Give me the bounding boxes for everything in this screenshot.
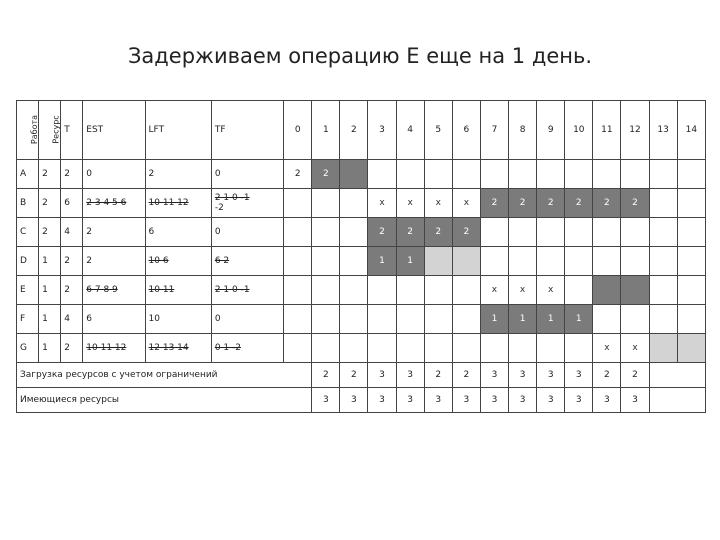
day-cell-7: 1 (480, 305, 508, 334)
day-cell-11 (593, 276, 621, 305)
est-value: 0 (86, 169, 93, 179)
available-resources-value: 3 (424, 388, 452, 413)
day-cell-6 (452, 276, 480, 305)
tf-value: 6 2 (214, 256, 230, 266)
day-header-9: 9 (537, 101, 565, 160)
lft-value: 10 11 (148, 285, 175, 295)
est-value: 2 3 4 5 6 (86, 198, 127, 208)
day-cell-6 (452, 305, 480, 334)
day-cell-10: 1 (565, 305, 593, 334)
table-row (17, 334, 706, 363)
day-cell-14 (677, 276, 705, 305)
available-resources-value: 3 (593, 388, 621, 413)
col-header-work: Работа (17, 101, 39, 160)
tf-cell (211, 305, 283, 334)
resource-load-value: 3 (565, 363, 593, 388)
lft-cell (145, 305, 211, 334)
resource-cell: 2 (39, 160, 61, 189)
tf-cell (211, 189, 283, 218)
day-cell-12: 2 (621, 189, 649, 218)
day-cell-14 (677, 189, 705, 218)
est-value: 2 (86, 256, 93, 266)
day-cell-2 (340, 276, 368, 305)
duration-cell: 4 (61, 218, 83, 247)
est-cell (83, 334, 145, 363)
resource-cell: 2 (39, 218, 61, 247)
available-resources-value: 3 (537, 388, 565, 413)
resource-load-value: 2 (340, 363, 368, 388)
day-cell-11 (593, 247, 621, 276)
day-cell-0 (284, 189, 312, 218)
lft-value: 6 (148, 227, 155, 237)
day-cell-13 (649, 305, 677, 334)
est-value: 6 (86, 314, 93, 324)
day-cell-2 (340, 305, 368, 334)
duration-cell: 6 (61, 189, 83, 218)
available-resources-value: 3 (509, 388, 537, 413)
day-header-8: 8 (509, 101, 537, 160)
resource-load-value: 3 (480, 363, 508, 388)
day-cell-2 (340, 247, 368, 276)
day-cell-4 (396, 276, 424, 305)
day-cell-4: 2 (396, 218, 424, 247)
day-header-4: 4 (396, 101, 424, 160)
day-cell-0 (284, 218, 312, 247)
resource-load-row (17, 363, 706, 388)
work-cell: E (17, 276, 39, 305)
day-cell-3 (368, 334, 396, 363)
tf-value-2: -2 (214, 203, 224, 213)
day-cell-12 (621, 160, 649, 189)
day-cell-6 (452, 247, 480, 276)
day-cell-2 (340, 218, 368, 247)
est-value: 10 11 12 (86, 343, 127, 353)
tf-value: 0 (214, 169, 221, 179)
col-header-t: T (61, 101, 83, 160)
resource-load-value: 3 (368, 363, 396, 388)
tf-value: 0 (214, 227, 221, 237)
day-cell-13 (649, 160, 677, 189)
day-cell-3: 2 (368, 218, 396, 247)
day-cell-12 (621, 247, 649, 276)
lft-cell (145, 160, 211, 189)
day-header-13: 13 (649, 101, 677, 160)
day-cell-10 (565, 247, 593, 276)
est-cell (83, 305, 145, 334)
day-cell-12 (621, 305, 649, 334)
lft-cell (145, 276, 211, 305)
day-cell-8: 2 (509, 189, 537, 218)
resource-cell: 1 (39, 305, 61, 334)
day-cell-2 (340, 189, 368, 218)
day-header-10: 10 (565, 101, 593, 160)
resource-load-filler (649, 363, 705, 388)
duration-cell: 4 (61, 305, 83, 334)
duration-cell: 2 (61, 334, 83, 363)
tf-value: 2 1 0 -1 (214, 285, 250, 295)
day-cell-11 (593, 305, 621, 334)
day-cell-9 (537, 160, 565, 189)
available-resources-value: 3 (621, 388, 649, 413)
resource-load-value: 3 (396, 363, 424, 388)
day-header-14: 14 (677, 101, 705, 160)
day-cell-3 (368, 160, 396, 189)
day-cell-11: 2 (593, 189, 621, 218)
resource-load-value: 2 (424, 363, 452, 388)
day-cell-1 (312, 218, 340, 247)
day-cell-7 (480, 334, 508, 363)
duration-cell: 2 (61, 247, 83, 276)
day-cell-5 (424, 247, 452, 276)
day-cell-0 (284, 276, 312, 305)
day-cell-13 (649, 334, 677, 363)
tf-value: 2 1 0 -1 (214, 193, 250, 203)
day-cell-0: 2 (284, 160, 312, 189)
day-cell-4 (396, 334, 424, 363)
table-row (17, 276, 706, 305)
available-resources-value: 3 (396, 388, 424, 413)
lft-value: 10 11 12 (148, 198, 189, 208)
day-cell-6: 2 (452, 218, 480, 247)
day-cell-9 (537, 218, 565, 247)
day-cell-9: 2 (537, 189, 565, 218)
tf-cell (211, 276, 283, 305)
work-cell: B (17, 189, 39, 218)
day-cell-7 (480, 218, 508, 247)
tf-cell (211, 218, 283, 247)
work-cell: A (17, 160, 39, 189)
day-cell-0 (284, 247, 312, 276)
day-cell-8 (509, 218, 537, 247)
resource-cell: 1 (39, 334, 61, 363)
est-cell (83, 247, 145, 276)
resource-load-value: 3 (509, 363, 537, 388)
duration-cell: 2 (61, 276, 83, 305)
day-cell-11: x (593, 334, 621, 363)
available-resources-value: 3 (565, 388, 593, 413)
day-cell-14 (677, 334, 705, 363)
available-resources-value: 3 (452, 388, 480, 413)
resource-load-label: Загрузка ресурсов с учетом ограничений (17, 363, 312, 388)
available-resources-label: Имеющиеся ресурсы (17, 388, 312, 413)
resource-load-value: 2 (621, 363, 649, 388)
col-header-est: EST (83, 101, 145, 160)
lft-cell (145, 189, 211, 218)
day-header-11: 11 (593, 101, 621, 160)
work-cell: F (17, 305, 39, 334)
est-cell (83, 276, 145, 305)
resource-cell: 2 (39, 189, 61, 218)
resource-cell: 1 (39, 247, 61, 276)
day-cell-7: x (480, 276, 508, 305)
day-cell-8: x (509, 276, 537, 305)
available-resources-value: 3 (368, 388, 396, 413)
day-header-2: 2 (340, 101, 368, 160)
day-cell-7 (480, 160, 508, 189)
day-cell-14 (677, 160, 705, 189)
day-cell-1: 2 (312, 160, 340, 189)
work-cell: G (17, 334, 39, 363)
est-value: 6 7 8 9 (86, 285, 118, 295)
day-cell-10 (565, 218, 593, 247)
day-cell-1 (312, 334, 340, 363)
day-cell-1 (312, 189, 340, 218)
tf-cell (211, 247, 283, 276)
available-resources-value: 3 (480, 388, 508, 413)
header-row (17, 101, 706, 160)
day-cell-5 (424, 276, 452, 305)
table-row (17, 247, 706, 276)
day-header-6: 6 (452, 101, 480, 160)
day-cell-2 (340, 334, 368, 363)
tf-cell (211, 160, 283, 189)
day-cell-2 (340, 160, 368, 189)
est-cell (83, 218, 145, 247)
day-cell-6 (452, 334, 480, 363)
day-cell-8: 1 (509, 305, 537, 334)
available-resources-value: 3 (312, 388, 340, 413)
day-cell-13 (649, 247, 677, 276)
day-cell-13 (649, 189, 677, 218)
day-header-0: 0 (284, 101, 312, 160)
day-cell-1 (312, 276, 340, 305)
day-cell-7 (480, 247, 508, 276)
day-header-3: 3 (368, 101, 396, 160)
lft-cell (145, 247, 211, 276)
resource-cell: 1 (39, 276, 61, 305)
available-resources-value: 3 (340, 388, 368, 413)
lft-value: 12 13 14 (148, 343, 189, 353)
col-header-resource: Ресурс (39, 101, 61, 160)
lft-value: 10 6 (148, 256, 169, 266)
day-cell-3 (368, 276, 396, 305)
available-resources-row (17, 388, 706, 413)
resource-load-value: 2 (593, 363, 621, 388)
day-cell-4: 1 (396, 247, 424, 276)
col-header-tf: TF (211, 101, 283, 160)
day-cell-5 (424, 305, 452, 334)
day-cell-5 (424, 160, 452, 189)
day-cell-4 (396, 160, 424, 189)
work-cell: C (17, 218, 39, 247)
day-cell-3: x (368, 189, 396, 218)
day-cell-10 (565, 276, 593, 305)
table-row (17, 218, 706, 247)
day-cell-4: x (396, 189, 424, 218)
tf-value: 0 1 -2 (214, 343, 241, 353)
day-cell-5 (424, 334, 452, 363)
day-cell-0 (284, 305, 312, 334)
day-cell-5: 2 (424, 218, 452, 247)
available-resources-filler (649, 388, 705, 413)
table-row (17, 189, 706, 218)
day-cell-14 (677, 305, 705, 334)
day-header-5: 5 (424, 101, 452, 160)
resource-load-value: 3 (537, 363, 565, 388)
day-cell-12: x (621, 334, 649, 363)
day-cell-8 (509, 334, 537, 363)
duration-cell: 2 (61, 160, 83, 189)
est-cell (83, 189, 145, 218)
day-cell-3: 1 (368, 247, 396, 276)
lft-cell (145, 334, 211, 363)
day-cell-1 (312, 247, 340, 276)
slide-title: Задерживаем операцию Е еще на 1 день. (127, 44, 593, 68)
table-row (17, 305, 706, 334)
tf-cell (211, 334, 283, 363)
day-cell-6 (452, 160, 480, 189)
day-cell-11 (593, 160, 621, 189)
day-cell-10 (565, 160, 593, 189)
day-cell-8 (509, 247, 537, 276)
day-cell-8 (509, 160, 537, 189)
day-header-1: 1 (312, 101, 340, 160)
day-cell-9 (537, 334, 565, 363)
table-row (17, 160, 706, 189)
day-cell-6: x (452, 189, 480, 218)
col-header-lft: LFT (145, 101, 211, 160)
day-cell-0 (284, 334, 312, 363)
day-cell-12 (621, 218, 649, 247)
day-header-12: 12 (621, 101, 649, 160)
day-cell-4 (396, 305, 424, 334)
est-cell (83, 160, 145, 189)
day-cell-14 (677, 247, 705, 276)
day-cell-3 (368, 305, 396, 334)
day-cell-9 (537, 247, 565, 276)
lft-cell (145, 218, 211, 247)
day-cell-9: 1 (537, 305, 565, 334)
tf-value: 0 (214, 314, 221, 324)
lft-value: 2 (148, 169, 155, 179)
day-cell-7: 2 (480, 189, 508, 218)
day-cell-9: x (537, 276, 565, 305)
day-cell-10 (565, 334, 593, 363)
day-cell-10: 2 (565, 189, 593, 218)
day-cell-14 (677, 218, 705, 247)
day-cell-11 (593, 218, 621, 247)
day-cell-12 (621, 276, 649, 305)
work-cell: D (17, 247, 39, 276)
est-value: 2 (86, 227, 93, 237)
day-cell-13 (649, 218, 677, 247)
resource-load-value: 2 (312, 363, 340, 388)
lft-value: 10 (148, 314, 160, 324)
resource-load-value: 2 (452, 363, 480, 388)
day-cell-5: x (424, 189, 452, 218)
day-cell-13 (649, 276, 677, 305)
day-header-7: 7 (480, 101, 508, 160)
schedule-table (16, 100, 706, 413)
day-cell-1 (312, 305, 340, 334)
